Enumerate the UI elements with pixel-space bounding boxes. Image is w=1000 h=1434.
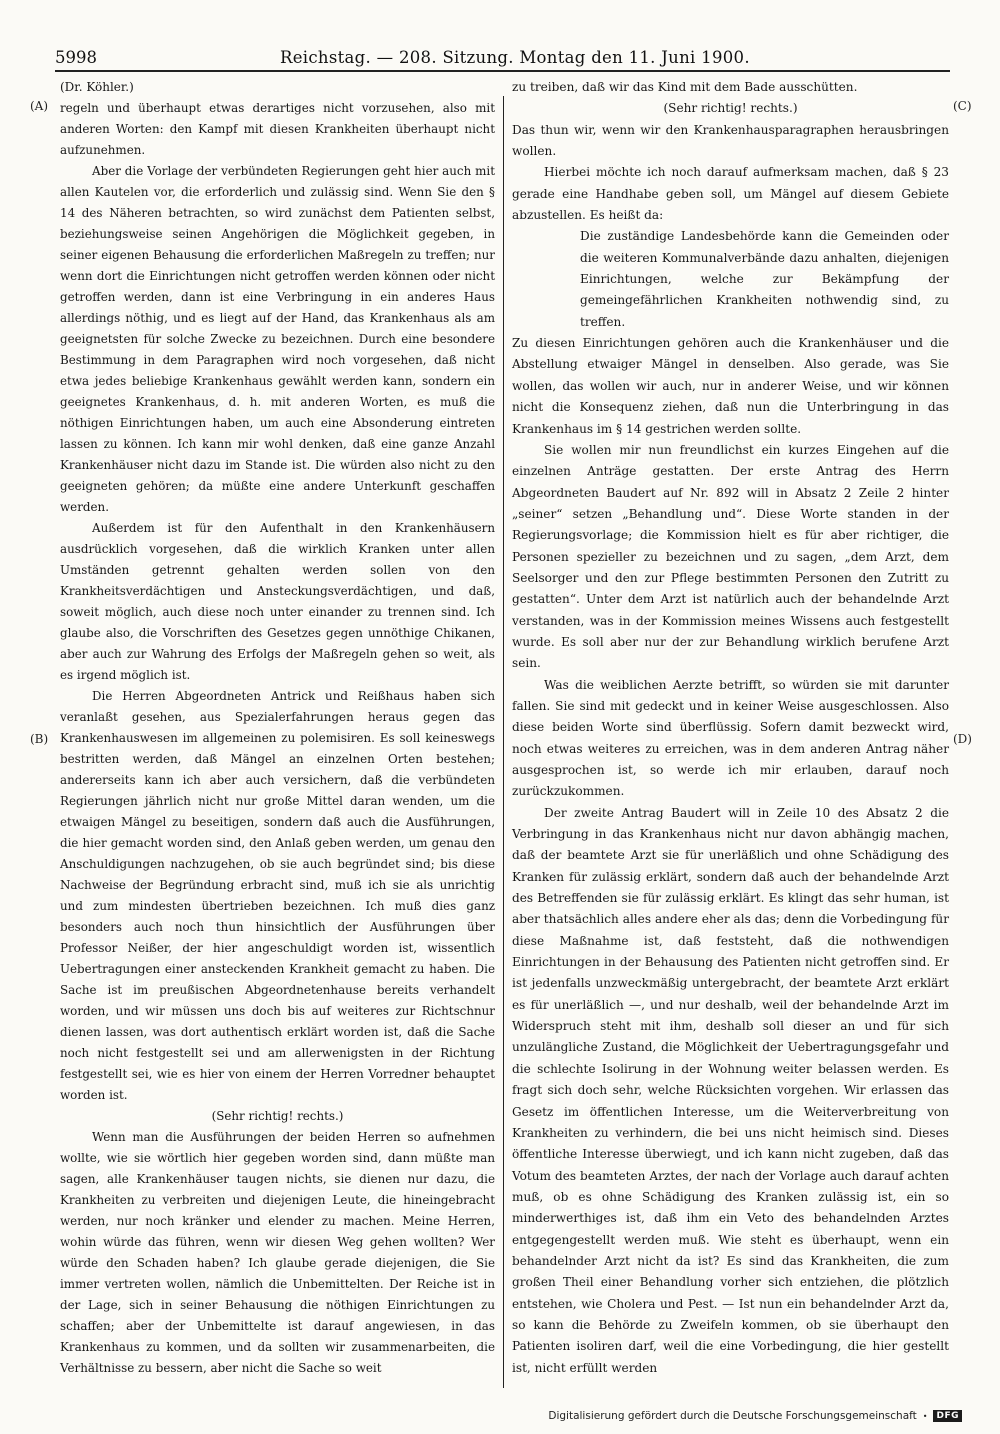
footer-credit: Digitalisierung gefördert durch die Deutsche Forschungsgemeinschaft bbox=[548, 1410, 917, 1422]
column-divider bbox=[503, 96, 504, 1388]
left-column bbox=[60, 77, 495, 1379]
paragraph: zu treiben, daß wir das Kind mit dem Bade ausschütten. bbox=[512, 80, 858, 94]
page-title: Reichstag. — 208. Sitzung. Montag den 11. Juni 1900. bbox=[280, 48, 750, 67]
paragraph: Wenn man die Ausführungen der beiden Herren so aufnehmen wollte, wie sie wörtlich hier gegeben worden sind, dann müßte man sagen, alle Krankenhäuser taugen nichts, sie dienen nur dazu, die Krankheiten zu verbreiten und diejenigen Leute, die hineingebracht werden, nur noch kränker und elender zu machen. Meine Herren, wohin würde das führen, wenn wir diesen Weg gehen wollten? Wer würde den Schaden haben? Ich glaube gerade diejenigen, die Sie immer vertreten wollen, nämlich die Unbemittelten. Der Reiche ist in der Lage, sich in seiner Behausung die nöthigen Einrichtungen zu schaffen; aber der Unbemittelte ist darauf angewiesen, in das Krankenhaus zu kommen, und da sollten wir zusammenarbeiten, die Verhältnisse zu bessern, aber nicht die Sache so weit bbox=[60, 1130, 495, 1375]
paragraph: Sie wollen mir nun freundlichst ein kurzes Eingehen auf die einzelnen Anträge gestatten. Der erste Antrag des Herrn Abgeordneten Baudert auf Nr. 892 will in Absatz 2 Zeile 2 hinter „seiner“ setzen „Behandlung und“. Diese Worte standen in der Regierungsvorlage; die Kommission hielt es für aber richtiger, die Personen spezieller zu bezeichnen und zu sagen, „dem Arzt, dem Seelsorger und den zur Pflege bestimmten Personen den Zutritt zu gestatten“. Unter dem Arzt ist natürlich auch der behandelnde Arzt verstanden, was in der Kommission meines Wissens auch festgestellt wurde. Es soll aber nur der zur Behandlung wirklich berufene Arzt sein. bbox=[512, 442, 949, 671]
paragraph: Das thun wir, wenn wir den Krankenhausparagraphen herausbringen wollen. bbox=[512, 122, 949, 159]
margin-mark-d: (D) bbox=[953, 732, 972, 746]
quoted-paragraph: Die zuständige Landesbehörde kann die Gemeinden oder die weiteren Kommunalverbände dazu anhalten, diejenigen Einrichtungen, welche zur Bekämpfung der gemeingefährlichen Krankheiten nothwendig sind, zu treffen. bbox=[580, 229, 949, 329]
paragraph: Hierbei möchte ich noch darauf aufmerksam machen, daß § 23 gerade eine Handhabe geben soll, um Mängel auf diesem Gebiete abzustellen. Es heißt da: bbox=[512, 165, 949, 223]
paragraph: Zu diesen Einrichtungen gehören auch die Krankenhäuser und die Abstellung etwaiger Mängel in denselben. Also gerade, was Sie wollen, das wollen wir auch, nur in anderer Weise, und wir können nicht die Konsequenz ziehen, daß nun die Unterbringung in das Krankenhaus im § 14 gestrichen werden sollte. bbox=[512, 336, 949, 436]
speaker-label: (Dr. Köhler.) bbox=[60, 80, 134, 94]
dfg-logo: DFG bbox=[933, 1410, 962, 1422]
paragraph: Die Herren Abgeordneten Antrick und Reißhaus haben sich veranlaßt gesehen, aus Spezialerfahrungen heraus gegen das Krankenhauswesen im allgemeinen zu polemisiren. Es soll keineswegs bestritten werden, daß Mängel an einzelnen Orten bestehen; andererseits kann ich aber auch versichern, daß die verbündeten Regierungen jährlich nicht nur große Mittel daran wenden, um die etwaigen Mängel zu beseitigen, sondern daß auch die Ausführungen, die hier gemacht worden sind, den Anlaß geben werden, um genau den Anschuldigungen nachzugehen, ob sie auch begründet sind; bis diese Nachweise der Begründung erbracht sind, muß ich sie als unrichtig und zum mindesten übertrieben bezeichnen. Ich muß dies ganz besonders auch noch thun hinsichtlich der Ausführungen über Professor Neißer, der hier angeschuldigt worden ist, wissentlich Uebertragungen einer ansteckenden Krankheit gemacht zu haben. Die Sache ist im preußischen Abgeordnetenhause bereits verhandelt worden, und wir müssen uns doch bis auf weiteres zur Richtschnur dienen lassen, was dort authentisch erklärt worden ist, daß die Sache noch nicht festgestellt sei und am allerwenigsten in der Richtung festgestellt sei, wie es hier von einem der Herren Vorredner behauptet worden ist. bbox=[60, 689, 495, 1102]
interjection: (Sehr richtig! rechts.) bbox=[211, 1109, 344, 1123]
paragraph: Was die weiblichen Aerzte betrifft, so würden sie mit darunter fallen. Sie sind mit gedeckt und in keiner Weise ausgeschlossen. Also diese beiden Worte sind überflüssig. Sofern damit bezweckt wird, noch etwas weiteres zu erreichen, was in dem anderen Antrag näher ausgesprochen ist, so werde ich mir erlauben, darauf noch zurückzukommen. bbox=[512, 677, 949, 799]
margin-mark-b: (B) bbox=[30, 732, 49, 746]
footer bbox=[548, 1407, 962, 1425]
margin-mark-a: (A) bbox=[30, 99, 49, 113]
header-rule bbox=[55, 70, 950, 72]
footer-separator: • bbox=[922, 1411, 928, 1421]
paragraph: Der zweite Antrag Baudert will in Zeile 10 des Absatz 2 die Verbringung in das Krankenhaus nicht nur davon abhängig machen, daß der beamtete Arzt sie für unerläßlich und ohne Schädigung des Kranken für zulässig erklärt, sondern daß auch der behandelnde Arzt des Betreffenden sie für zulässig erklärt. Es klingt das sehr human, ist aber thatsächlich alles andere eher als das; denn die Vorbedingung für diese Maßnahme ist, daß feststeht, daß die nothwendigen Einrichtungen in der Behausung des Patienten nicht getroffen sind. Er ist jedenfalls unzweckmäßig untergebracht, der beamtete Arzt erklärt es für unerläßlich —, und nur deshalb, weil der behandelnde Arzt im Widerspruch steht mit ihm, deshalb soll dieser an und für sich unzulängliche Zustand, die Möglichkeit der Uebertragungsgefahr und die schlechte Isolirung in der Wohnung weiter belassen werden. Es fragt sich doch sehr, welche Rücksichten vorgehen. Wir erlassen das Gesetz im öffentlichen Interesse, um die Weiterverbreitung von Krankheiten zu verhindern, die bei uns nicht heimisch sind. Dieses öffentliche Interesse überwiegt, und ich kann nicht zugeben, daß das Votum des beamteten Arztes, der nach der Vorlage auch darauf achten muß, ob es ohne Schädigung des Kranken zulässig ist, ein so minderwerthiges ist, daß ihm ein Veto des behandelnden Arztes entgegengestellt werden muß. Wie steht es überhaupt, wenn ein behandelnder Arzt nicht da ist? Es sind das Krankheiten, die zum großen Theil einer Behandlung vorher sich entziehen, die plötzlich entstehen, wie Cholera und Pest. — Ist nun ein behandelnder Arzt da, so kann die Behörde zu Zweifeln kommen, ob sie überhaupt den Patienten isoliren darf, weil die eine Vorbedingung, die hier gestellt ist, nicht erfüllt werden bbox=[512, 805, 949, 1375]
right-column bbox=[512, 77, 949, 1379]
margin-mark-c: (C) bbox=[953, 99, 972, 113]
paragraph: regeln und überhaupt etwas derartiges nicht vorzusehen, also mit anderen Worten: den Kampf mit diesen Krankheiten überhaupt nicht aufzunehmen. bbox=[60, 101, 495, 157]
paragraph: Außerdem ist für den Aufenthalt in den Krankenhäusern ausdrücklich vorgesehen, daß die wirklich Kranken unter allen Umständen getrennt gehalten werden sollen von den Krankheitsverdächtigen und Ansteckungsverdächtigen, und daß, soweit möglich, auch diese noch unter einander zu trennen sind. Ich glaube also, die Vorschriften des Gesetzes gegen unnöthige Chikanen, aber auch zur Wahrung des Erfolgs der Maßregeln gehen so weit, als es irgend möglich ist. bbox=[60, 521, 495, 682]
interjection: (Sehr richtig! rechts.) bbox=[663, 101, 798, 116]
paragraph: Aber die Vorlage der verbündeten Regierungen geht hier auch mit allen Kautelen vor, die erforderlich und zulässig sind. Wenn Sie den § 14 des Näheren betrachten, so wird zunächst dem Patienten selbst, beziehungsweise seinen Angehörigen die Möglichkeit gegeben, in seiner eigenen Behausung die erforderlichen Maßregeln zu treffen; nur wenn dort die Einrichtungen nicht getroffen werden können oder nicht getroffen werden, dann ist eine Verbringung in ein anderes Haus allerdings nöthig, und es liegt auf der Hand, das Krankenhaus als am geeignetsten für solche Zwecke zu bezeichnen. Durch eine besondere Bestimmung in dem Paragraphen wird noch vorgesehen, daß nicht etwa jedes beliebige Krankenhaus gewählt werden kann, sondern ein geeignetes Krankenhaus, d. h. mit anderen Worten, es muß die nöthigen Einrichtungen haben, um auch eine Absonderung eintreten lassen zu können. Ich kann mir wohl denken, daß eine ganze Anzahl Krankenhäuser nicht dazu im Stande ist. Die würden also nicht zu den geeigneten gehören; da müßte eine andere Unterkunft geschaffen werden. bbox=[60, 164, 495, 514]
page-number: 5998 bbox=[55, 48, 97, 67]
